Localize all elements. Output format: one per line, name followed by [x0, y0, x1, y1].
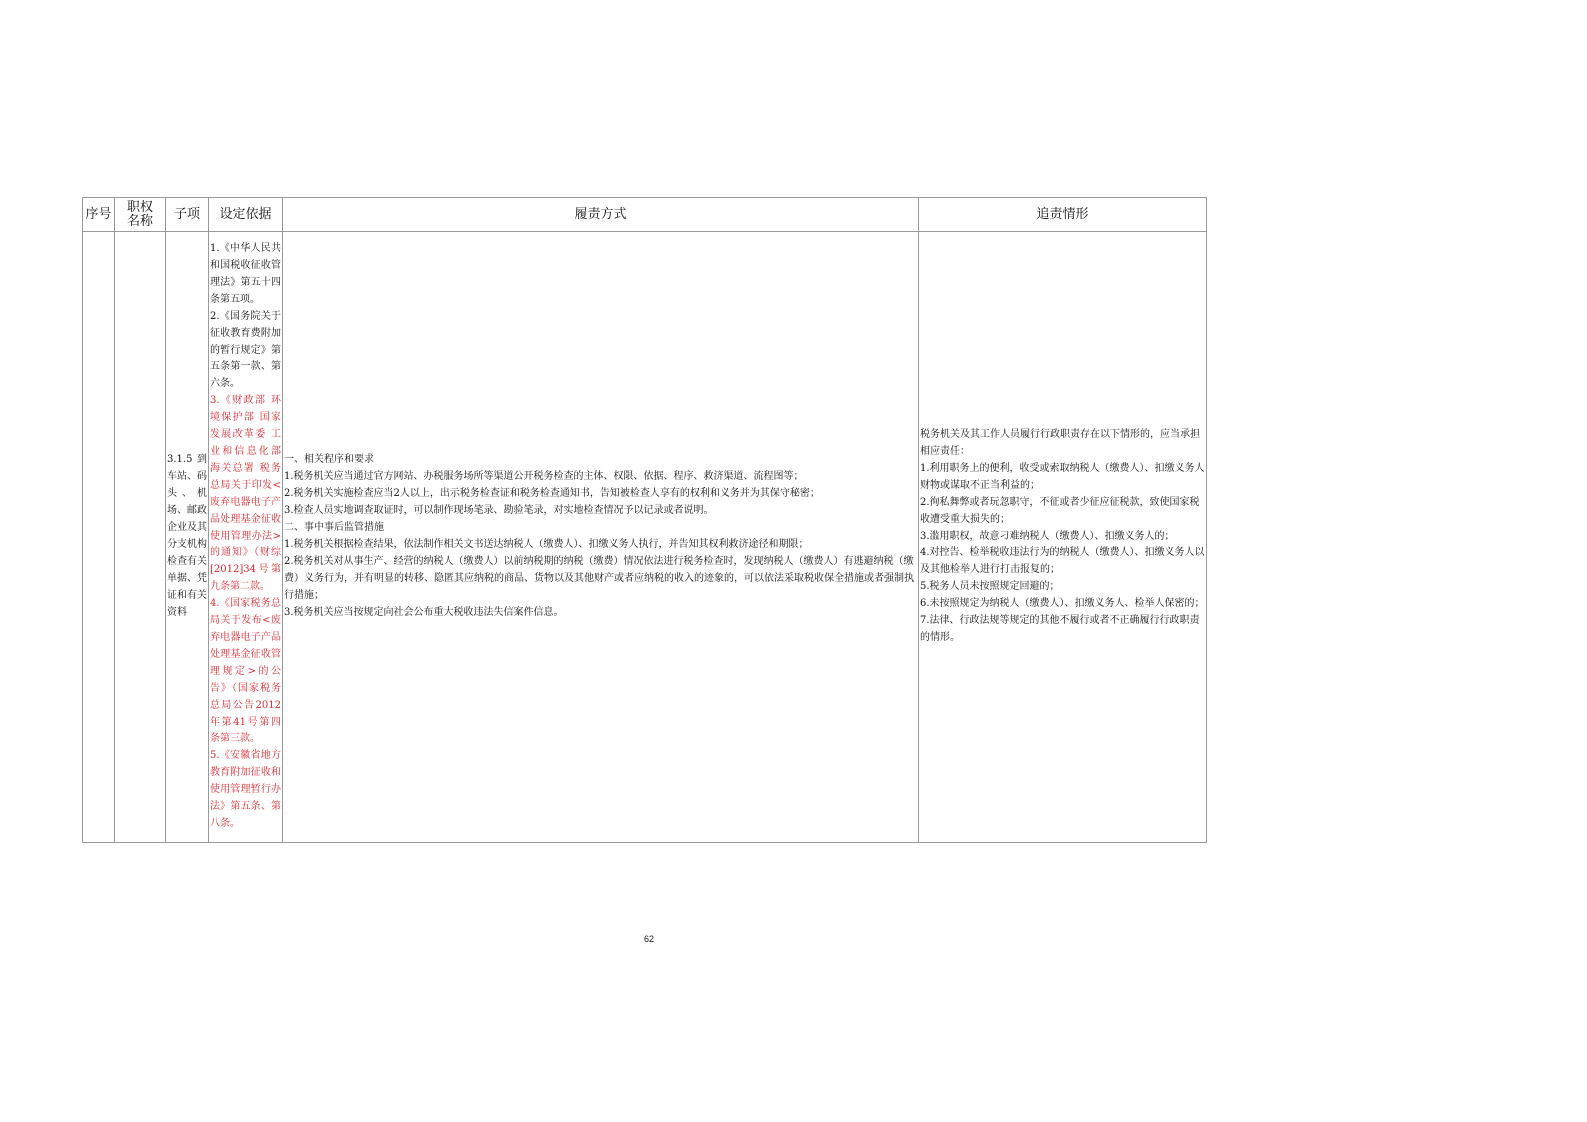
cell-authority-name: [115, 232, 166, 843]
accountability-line: 税务机关及其工作人员履行行政职责存在以下情形的，应当承担相应责任：: [920, 429, 1200, 458]
basis-item-5: 5.《安徽省地方教育附加征收和使用管理暂行办法》第五条、第八条。: [210, 750, 281, 829]
header-authority-name-text: 职权名称: [126, 199, 153, 229]
header-authority-name: [115, 198, 166, 232]
cell-sub-item: 3.1.5 到车站、码头、机场、邮政企业及其分支机构检查有关单据、凭证和有关资料: [166, 232, 209, 843]
duty-line: 1.税务机关根据检查结果，依法制作相关文书送达纳税人（缴费人）、扣缴义务人执行，并告知其权利救济途径和期限；: [284, 539, 809, 550]
accountability-line: 6.未按照规定为纳税人（缴费人）、扣缴义务人、检举人保密的；: [920, 598, 1205, 610]
cell-accountability: [919, 232, 1207, 843]
duty-table: [82, 197, 1207, 843]
header-index: 序号: [83, 198, 115, 232]
duty-line: 2.税务机关实施检查应当2人以上，出示税务检查证和税务检查通知书，告知被检查人享有的权利和义务并为其保守秘密；: [284, 488, 820, 500]
basis-item-2: 2.《国务院关于征收教育费附加的暂行规定》第五条第一款、第六条。: [210, 310, 281, 390]
accountability-line: 5.税务人员未按照规定回避的；: [920, 581, 1060, 593]
basis-item-3: 3.《财政部 环境保护部 国家发展改革委 工业和信息化部 海关总署 税务总局关于印发<废弃电器电子产品处理基金征收使用管理办法>的通知》（财综[2012]34号第九条第二款。: [210, 395, 281, 593]
page-number: 62: [643, 934, 654, 944]
cell-basis: [209, 232, 283, 843]
duty-line: 一、相关程序和要求: [284, 454, 374, 466]
duty-line: 二、事中事后监管措施: [284, 522, 384, 534]
duty-table-sheet: [82, 197, 1206, 843]
duty-line: 1.税务机关应当通过官方网站、办税服务场所等渠道公开税务检查的主体、权限、依据、程序、救济渠道、流程图等；: [284, 471, 804, 483]
accountability-line: 7.法律、行政法规等规定的其他不履行或者不正确履行行政职责的情形。: [920, 615, 1200, 643]
header-basis: 设定依据: [209, 198, 283, 232]
accountability-line: 3.滥用职权，故意刁难纳税人（缴费人）、扣缴义务人的；: [920, 530, 1175, 542]
table-row: [83, 232, 1207, 843]
duty-line: 3.税务机关应当按规定向社会公布重大税收违法失信案件信息。: [284, 606, 564, 618]
duty-line: 3.检查人员实地调查取证时，可以制作现场笔录、勘验笔录，对实地检查情况予以记录或者说明。: [284, 505, 714, 517]
cell-index: [83, 232, 115, 843]
table-header-row: [83, 198, 1207, 232]
duty-line: 2.税务机关对从事生产、经营的纳税人（缴费人）以前纳税期的纳税（缴费）情况依法进行税务检查时，发现纳税人（缴费人）有逃避纳税（缴费）义务行为，并有明显的转移、隐匿其应纳税的商品、货物以及其他财产或者应纳税的收入的迹象的，可以依法采取税收保全措施或者强制执行措施；: [284, 555, 914, 601]
accountability-line: 4.对控告、检举税收违法行为的纳税人（缴费人）、扣缴义务人以及其他检举人进行打击报复的；: [920, 547, 1205, 576]
header-duty-method: 履责方式: [283, 198, 919, 232]
header-sub-item: 子项: [166, 198, 209, 232]
header-accountability: 追责情形: [919, 198, 1207, 232]
basis-item-1: 1.《中华人民共和国税收征收管理法》第五十四条第五项。: [210, 243, 281, 305]
accountability-line: 2.徇私舞弊或者玩忽职守，不征或者少征应征税款，致使国家税收遭受重大损失的；: [920, 496, 1200, 525]
cell-duty-method: [283, 232, 919, 843]
basis-item-4: 4.《国家税务总局关于发布<废弃电器电子产品处理基金征收管理规定>的公告》（国家税务总局公告2012年第41号第四条第三款。: [210, 598, 281, 745]
accountability-line: 1.利用职务上的便利，收受或索取纳税人（缴费人）、扣缴义务人财物或谋取不正当利益的；: [920, 462, 1205, 491]
